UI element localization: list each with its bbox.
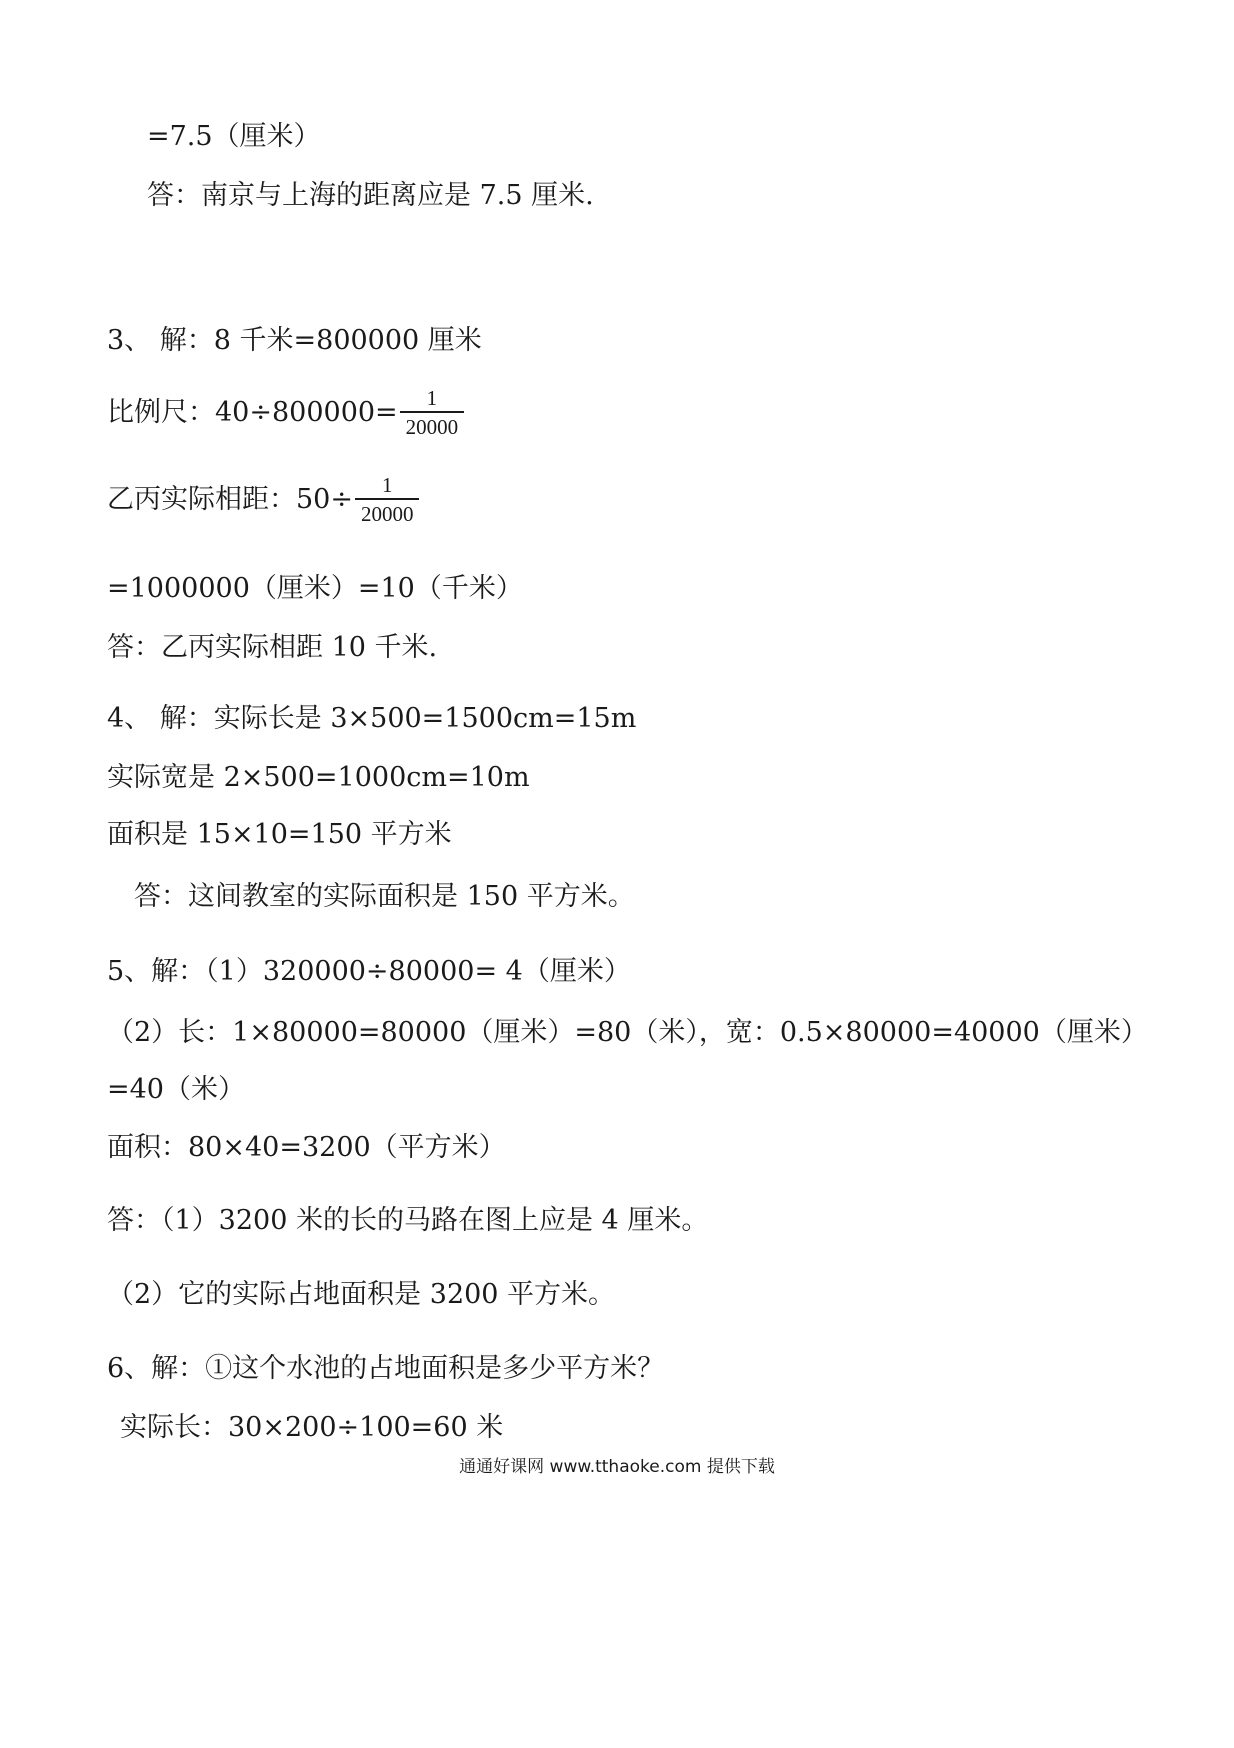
scale-line (107, 386, 464, 440)
text-line: =1000000（厘米）=10（千米） (107, 573, 523, 604)
fraction-denominator: 20000 (355, 498, 420, 527)
answer-line: 答：乙丙实际相距 10 千米. (107, 632, 438, 663)
answer-line: 答：（1）3200 米的长的马路在图上应是 4 厘米。 (107, 1205, 709, 1236)
fraction-numerator: 1 (426, 386, 438, 410)
distance-line (107, 473, 419, 527)
text-line: =40（米） (107, 1074, 245, 1105)
question-4-heading: 4、 解：实际长是 3×500=1500cm=15m (107, 703, 637, 734)
question-6-heading: 6、解：①这个水池的占地面积是多少平方米？ (107, 1353, 665, 1384)
text-line: （2）长：1×80000=80000（厘米）=80（米），宽：0.5×80000=40000（厘米） (107, 1017, 1148, 1048)
question-3-heading: 3、 解：8 千米=800000 厘米 (107, 325, 482, 356)
distance-label: 乙丙实际相距：50÷ (107, 484, 353, 515)
text-line: =7.5（厘米） (147, 121, 321, 152)
answer-line: 答：这间教室的实际面积是 150 平方米。 (134, 881, 635, 912)
text-line: 面积：80×40=3200（平方米） (107, 1132, 506, 1163)
fraction (400, 386, 465, 440)
answer-line: （2）它的实际占地面积是 3200 平方米。 (107, 1279, 616, 1310)
scale-label: 比例尺：40÷800000= (107, 397, 398, 428)
question-5-heading: 5、解：（1）320000÷80000= 4（厘米） (107, 956, 631, 987)
text-line: 面积是 15×10=150 平方米 (107, 819, 452, 850)
page-footer: 通通好课网 www.tthaoke.com 提供下载 (459, 1457, 775, 1477)
text-line: 实际长：30×200÷100=60 米 (120, 1412, 504, 1443)
fraction (355, 473, 420, 527)
fraction-denominator: 20000 (400, 411, 465, 440)
text-line: 实际宽是 2×500=1000cm=10m (107, 762, 530, 793)
answer-line: 答：南京与上海的距离应是 7.5 厘米. (147, 180, 594, 211)
fraction-numerator: 1 (381, 473, 393, 497)
